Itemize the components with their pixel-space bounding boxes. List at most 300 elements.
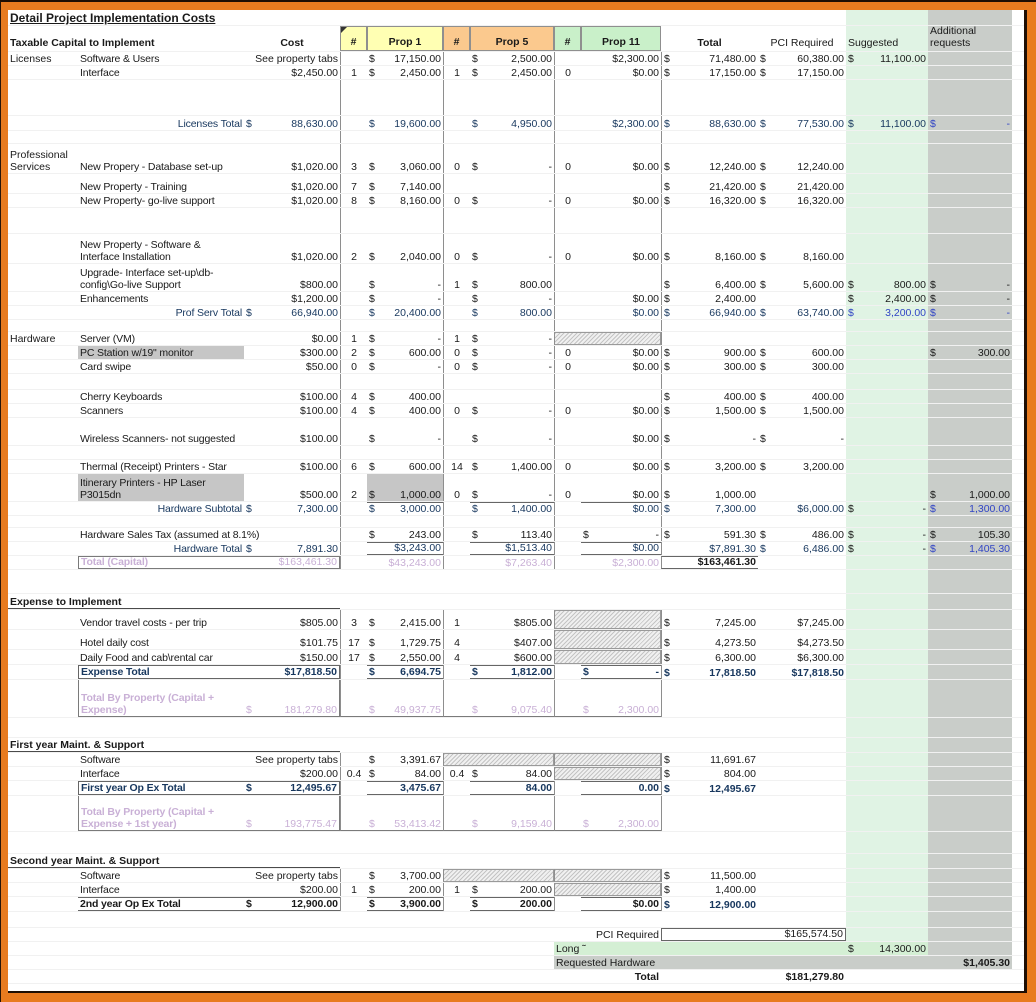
- cell[interactable]: [846, 144, 928, 173]
- cell[interactable]: [8, 374, 78, 389]
- cell[interactable]: [846, 360, 928, 373]
- cell[interactable]: $ 300.00: [760, 361, 844, 373]
- cell[interactable]: [581, 80, 661, 115]
- cell[interactable]: [661, 832, 758, 853]
- cell[interactable]: [367, 10, 443, 25]
- cell[interactable]: $165,574.50: [661, 928, 846, 941]
- cell[interactable]: $181,279.80: [785, 971, 844, 983]
- cell[interactable]: [443, 320, 470, 331]
- cell[interactable]: $0.00: [632, 461, 659, 473]
- cell[interactable]: [846, 984, 928, 993]
- cell[interactable]: [470, 832, 554, 853]
- cell[interactable]: [443, 956, 470, 969]
- cell[interactable]: [340, 869, 367, 882]
- cell[interactable]: 0: [443, 234, 470, 263]
- cell[interactable]: [8, 360, 78, 373]
- cell[interactable]: $800.00: [300, 279, 338, 291]
- cell[interactable]: [928, 984, 1012, 993]
- cell[interactable]: [244, 956, 340, 969]
- cell[interactable]: 3: [340, 144, 367, 173]
- cell[interactable]: $1,020.00: [291, 181, 338, 193]
- cell[interactable]: [846, 174, 928, 193]
- cell[interactable]: $ 11,100.00: [848, 118, 926, 130]
- cell[interactable]: 1: [340, 332, 367, 345]
- cell[interactable]: [846, 570, 928, 593]
- cell[interactable]: [928, 718, 1012, 737]
- cell[interactable]: $43,243.00: [388, 557, 441, 569]
- cell[interactable]: [340, 796, 367, 831]
- cell[interactable]: [443, 516, 470, 527]
- cell[interactable]: [367, 570, 443, 593]
- cell[interactable]: [758, 292, 846, 305]
- cell[interactable]: [554, 390, 581, 403]
- cell[interactable]: [928, 390, 1012, 403]
- cell[interactable]: [340, 970, 367, 983]
- cell[interactable]: $7,263.40: [505, 557, 552, 569]
- cell[interactable]: [340, 80, 367, 115]
- cell[interactable]: $ -: [472, 333, 552, 345]
- cell[interactable]: [443, 738, 470, 752]
- cell[interactable]: [581, 738, 661, 752]
- cell[interactable]: [661, 332, 758, 345]
- cell[interactable]: 4: [443, 630, 470, 649]
- cell[interactable]: [581, 912, 661, 927]
- cell[interactable]: [244, 446, 340, 459]
- cell[interactable]: [554, 869, 661, 882]
- cell[interactable]: [554, 528, 581, 541]
- cell[interactable]: [470, 174, 554, 193]
- cell[interactable]: 0.4: [443, 767, 470, 780]
- cell[interactable]: [244, 912, 340, 927]
- cell[interactable]: [846, 854, 928, 868]
- cell[interactable]: [340, 10, 367, 25]
- cell[interactable]: [928, 594, 1012, 609]
- cell[interactable]: [554, 174, 581, 193]
- cell[interactable]: $ 17,150.00: [661, 66, 758, 79]
- cell[interactable]: Vendor travel costs - per trip: [80, 617, 207, 629]
- cell[interactable]: $150.00: [300, 652, 338, 664]
- cell[interactable]: [443, 80, 470, 115]
- cell[interactable]: [244, 570, 340, 593]
- cell[interactable]: $ 3,900.00: [369, 898, 441, 910]
- cell[interactable]: Prop 5: [470, 26, 554, 51]
- cell[interactable]: [928, 781, 1012, 795]
- cell[interactable]: [8, 80, 78, 115]
- cell[interactable]: [367, 516, 443, 527]
- cell[interactable]: 1: [443, 883, 470, 896]
- cell[interactable]: [78, 832, 244, 853]
- cell[interactable]: 2: [340, 474, 367, 501]
- cell[interactable]: [661, 570, 758, 593]
- cell[interactable]: $ 200.00: [369, 884, 441, 896]
- cell[interactable]: 4: [340, 390, 367, 403]
- cell[interactable]: [554, 767, 661, 780]
- cell[interactable]: [443, 10, 470, 25]
- cell[interactable]: [8, 208, 78, 233]
- cell[interactable]: 0: [554, 346, 581, 359]
- cell[interactable]: $ 1,400.00: [661, 883, 758, 896]
- cell[interactable]: $ -: [472, 251, 552, 263]
- cell[interactable]: $ 21,420.00: [661, 174, 758, 193]
- cell[interactable]: Thermal (Receipt) Printers - Star: [80, 461, 227, 473]
- cell[interactable]: 0: [554, 144, 581, 173]
- cell[interactable]: $ 105.30: [930, 529, 1010, 541]
- cell[interactable]: $ 12,240.00: [661, 144, 758, 173]
- cell[interactable]: [367, 942, 443, 955]
- cell[interactable]: [340, 306, 367, 319]
- cell[interactable]: [846, 897, 928, 911]
- cell[interactable]: [928, 610, 1012, 629]
- cell[interactable]: 0: [443, 346, 470, 359]
- cell[interactable]: [443, 502, 470, 515]
- cell[interactable]: [928, 767, 1012, 780]
- cell[interactable]: [8, 928, 78, 941]
- cell[interactable]: [367, 984, 443, 993]
- cell[interactable]: [8, 390, 78, 403]
- cell[interactable]: [581, 10, 661, 25]
- cell[interactable]: $ 12,495.67: [661, 781, 758, 795]
- cell[interactable]: [758, 446, 846, 459]
- cell[interactable]: [340, 528, 367, 541]
- cell[interactable]: Daily Food and cab\rental car: [80, 652, 213, 664]
- cell[interactable]: [661, 912, 758, 927]
- cell[interactable]: $17,818.50: [244, 665, 340, 679]
- cell[interactable]: [367, 970, 443, 983]
- cell[interactable]: $4,273.50: [797, 637, 844, 649]
- cell[interactable]: $ 8,160.00: [661, 234, 758, 263]
- cell[interactable]: [928, 897, 1012, 911]
- cell[interactable]: [8, 418, 78, 445]
- cell[interactable]: [340, 912, 367, 927]
- cell[interactable]: [367, 80, 443, 115]
- cell[interactable]: $ 17,150.00: [369, 53, 441, 65]
- cell[interactable]: $ 16,320.00: [661, 194, 758, 207]
- cell[interactable]: [367, 738, 443, 752]
- cell[interactable]: [367, 594, 443, 609]
- cell[interactable]: $ 16,320.00: [760, 195, 844, 207]
- cell[interactable]: Hotel daily cost: [80, 637, 149, 649]
- cell[interactable]: [928, 796, 1012, 831]
- cell[interactable]: #: [443, 26, 470, 51]
- cell[interactable]: [367, 446, 443, 459]
- cell[interactable]: 0: [443, 360, 470, 373]
- cell[interactable]: [581, 594, 661, 609]
- cell[interactable]: $500.00: [300, 489, 338, 501]
- cell[interactable]: [8, 781, 78, 795]
- cell[interactable]: Hardware Sales Tax (assumed at 8.1%): [80, 529, 260, 541]
- cell[interactable]: [443, 208, 470, 233]
- cell[interactable]: 0.00: [581, 781, 661, 795]
- cell[interactable]: [846, 912, 928, 927]
- cell[interactable]: $ 71,480.00: [661, 52, 758, 65]
- cell[interactable]: New Property- go-live support: [80, 195, 215, 207]
- cell[interactable]: $ 84.00: [369, 768, 441, 780]
- cell[interactable]: [758, 570, 846, 593]
- cell[interactable]: [8, 767, 78, 780]
- cell[interactable]: [443, 984, 470, 993]
- cell[interactable]: [443, 832, 470, 853]
- cell[interactable]: $ 7,300.00: [246, 503, 338, 515]
- cell[interactable]: $ 3,200.00: [661, 460, 758, 473]
- cell[interactable]: 4: [340, 404, 367, 417]
- cell[interactable]: $ 6,486.00: [760, 543, 844, 555]
- cell[interactable]: PCI Required: [770, 37, 834, 49]
- cell[interactable]: [8, 446, 78, 459]
- cell[interactable]: [554, 832, 581, 853]
- cell[interactable]: [581, 516, 661, 527]
- cell[interactable]: [928, 556, 1012, 569]
- cell[interactable]: [554, 542, 581, 555]
- cell[interactable]: [443, 970, 470, 983]
- cell[interactable]: [846, 10, 928, 25]
- cell[interactable]: $ 4,273.50: [661, 630, 758, 649]
- cell[interactable]: $ -: [583, 666, 659, 678]
- cell[interactable]: $ 2,450.00: [369, 67, 441, 79]
- cell[interactable]: [367, 854, 443, 868]
- cell[interactable]: [846, 404, 928, 417]
- cell[interactable]: $ 3,000.00: [369, 503, 441, 515]
- cell[interactable]: [443, 446, 470, 459]
- cell[interactable]: [8, 630, 78, 649]
- cell[interactable]: [758, 131, 846, 143]
- cell[interactable]: [443, 131, 470, 143]
- cell[interactable]: [928, 832, 1012, 853]
- cell[interactable]: [78, 928, 244, 941]
- cell[interactable]: [78, 570, 244, 593]
- cell[interactable]: [846, 781, 928, 795]
- cell[interactable]: [340, 292, 367, 305]
- cell[interactable]: [846, 928, 928, 941]
- cell[interactable]: Total (Capital): [78, 556, 244, 569]
- cell[interactable]: [758, 680, 846, 717]
- cell[interactable]: [470, 131, 554, 143]
- cell[interactable]: [846, 66, 928, 79]
- cell[interactable]: $ 7,245.00: [661, 610, 758, 629]
- cell[interactable]: [8, 570, 78, 593]
- cell[interactable]: $ -: [369, 361, 441, 373]
- cell[interactable]: [443, 374, 470, 389]
- cell[interactable]: Prop 11: [581, 26, 661, 51]
- cell[interactable]: 0: [554, 404, 581, 417]
- cell[interactable]: 0: [443, 404, 470, 417]
- cell[interactable]: $ 1,812.00: [472, 666, 552, 678]
- cell[interactable]: $0.00: [632, 307, 659, 319]
- cell[interactable]: [846, 320, 928, 331]
- cell[interactable]: $ 66,940.00: [246, 307, 338, 319]
- cell[interactable]: [928, 446, 1012, 459]
- cell[interactable]: [846, 131, 928, 143]
- cell[interactable]: $ 200.00: [472, 898, 552, 910]
- cell[interactable]: [758, 556, 846, 569]
- cell[interactable]: $3,243.00: [367, 542, 443, 555]
- cell[interactable]: Total By Property (Capital + Expense): [78, 680, 244, 717]
- cell[interactable]: [758, 912, 846, 927]
- cell[interactable]: $ 6,300.00: [661, 650, 758, 664]
- cell[interactable]: Second year Maint. & Support: [8, 854, 340, 868]
- cell[interactable]: [470, 594, 554, 609]
- cell[interactable]: [470, 80, 554, 115]
- cell[interactable]: [661, 984, 758, 993]
- cell[interactable]: [78, 942, 244, 955]
- cell[interactable]: [758, 332, 846, 345]
- cell[interactable]: First year Maint. & Support: [8, 738, 340, 752]
- cell[interactable]: [443, 942, 470, 955]
- cell[interactable]: $0.00: [632, 347, 659, 359]
- cell[interactable]: [581, 264, 661, 291]
- cell[interactable]: Cost: [280, 37, 304, 49]
- cell[interactable]: [443, 680, 470, 717]
- cell[interactable]: $200.00: [300, 768, 338, 780]
- cell[interactable]: $2,450.00: [291, 67, 338, 79]
- cell[interactable]: [443, 292, 470, 305]
- cell[interactable]: [470, 374, 554, 389]
- cell[interactable]: [78, 970, 244, 983]
- cell[interactable]: $ 5,600.00: [760, 279, 844, 291]
- cell[interactable]: [846, 650, 928, 664]
- cell[interactable]: $ 49,937.75: [367, 680, 443, 717]
- cell[interactable]: $ 1,000.00: [367, 474, 443, 501]
- cell[interactable]: [340, 738, 367, 752]
- cell[interactable]: $ 60,380.00: [760, 53, 844, 65]
- cell[interactable]: $ 300.00: [930, 347, 1010, 359]
- cell[interactable]: [581, 854, 661, 868]
- cell[interactable]: [8, 970, 78, 983]
- cell[interactable]: 0: [554, 234, 581, 263]
- cell[interactable]: $0.00: [632, 161, 659, 173]
- cell[interactable]: [8, 528, 78, 541]
- cell[interactable]: Interface: [80, 768, 120, 780]
- cell[interactable]: $ 9,159.40: [470, 796, 554, 831]
- cell[interactable]: [470, 446, 554, 459]
- cell[interactable]: 0.4: [340, 767, 367, 780]
- cell[interactable]: [8, 502, 78, 515]
- cell[interactable]: $ 2,450.00: [472, 67, 552, 79]
- cell[interactable]: [367, 912, 443, 927]
- cell[interactable]: $50.00: [305, 361, 338, 373]
- cell[interactable]: [928, 52, 1012, 65]
- cell[interactable]: [8, 912, 78, 927]
- cell[interactable]: [443, 116, 470, 130]
- cell[interactable]: PCI Required: [595, 929, 659, 941]
- cell[interactable]: 0: [554, 360, 581, 373]
- cell[interactable]: [846, 630, 928, 649]
- cell[interactable]: $ 12,495.67: [244, 781, 340, 795]
- cell[interactable]: $0.00: [632, 67, 659, 79]
- cell[interactable]: [554, 570, 581, 593]
- cell[interactable]: [340, 594, 367, 609]
- cell[interactable]: [928, 942, 1012, 955]
- cell[interactable]: [470, 570, 554, 593]
- cell[interactable]: $ 8,160.00: [369, 195, 441, 207]
- cell[interactable]: [8, 680, 78, 717]
- cell[interactable]: $ 243.00: [369, 529, 441, 541]
- cell[interactable]: $ 1,000.00: [661, 474, 758, 501]
- cell[interactable]: [340, 781, 367, 795]
- cell[interactable]: $ -: [848, 543, 926, 555]
- cell[interactable]: [8, 474, 78, 501]
- cell[interactable]: New Property - Training: [80, 181, 187, 193]
- cell[interactable]: [554, 912, 581, 927]
- cell[interactable]: $ -: [472, 433, 552, 445]
- cell[interactable]: [8, 832, 78, 853]
- cell[interactable]: [367, 374, 443, 389]
- cell[interactable]: [758, 767, 846, 780]
- cell[interactable]: [661, 738, 758, 752]
- cell[interactable]: [340, 928, 367, 941]
- cell[interactable]: [367, 208, 443, 233]
- cell[interactable]: Taxable Capital to Implement: [10, 37, 155, 49]
- cell[interactable]: [340, 116, 367, 130]
- cell[interactable]: [8, 306, 78, 319]
- cell[interactable]: First year Op Ex Total: [78, 781, 244, 795]
- cell[interactable]: 0: [554, 474, 581, 501]
- cell[interactable]: [554, 80, 581, 115]
- cell[interactable]: $ 77,530.00: [760, 118, 844, 130]
- cell[interactable]: [340, 556, 367, 569]
- cell[interactable]: $ 400.00: [369, 391, 441, 403]
- cell[interactable]: [78, 208, 244, 233]
- cell[interactable]: $ 3,060.00: [369, 161, 441, 173]
- cell[interactable]: [340, 446, 367, 459]
- cell[interactable]: [581, 984, 661, 993]
- cell[interactable]: [470, 718, 554, 737]
- cell[interactable]: [443, 594, 470, 609]
- cell[interactable]: $ 6,400.00: [661, 264, 758, 291]
- cell[interactable]: [928, 320, 1012, 331]
- cell[interactable]: $805.00: [300, 617, 338, 629]
- cell[interactable]: [244, 374, 340, 389]
- cell[interactable]: [443, 542, 470, 555]
- cell[interactable]: [244, 320, 340, 331]
- cell[interactable]: [8, 956, 78, 969]
- cell[interactable]: $0.00: [632, 433, 659, 445]
- cell[interactable]: $ -: [369, 279, 441, 291]
- cell[interactable]: $ 12,900.00: [661, 897, 758, 911]
- cell[interactable]: [8, 516, 78, 527]
- cell[interactable]: [340, 665, 367, 679]
- cell[interactable]: [8, 320, 78, 331]
- cell[interactable]: [661, 374, 758, 389]
- cell[interactable]: [928, 208, 1012, 233]
- cell[interactable]: [661, 942, 758, 955]
- cell[interactable]: [846, 374, 928, 389]
- cell[interactable]: $ 20,400.00: [369, 307, 441, 319]
- cell[interactable]: [928, 738, 1012, 752]
- cell[interactable]: 1: [443, 264, 470, 291]
- cell[interactable]: $ -: [472, 489, 552, 501]
- cell[interactable]: [846, 767, 928, 780]
- cell[interactable]: $ 2,415.00: [369, 617, 441, 629]
- cell[interactable]: $0.00: [581, 897, 661, 911]
- cell[interactable]: [758, 474, 846, 501]
- cell[interactable]: [8, 556, 78, 569]
- cell[interactable]: [758, 374, 846, 389]
- cell[interactable]: $ 600.00: [369, 461, 441, 473]
- cell[interactable]: [928, 680, 1012, 717]
- cell[interactable]: Long ˜: [554, 942, 661, 955]
- cell[interactable]: 6: [340, 460, 367, 473]
- cell[interactable]: $ 88,630.00: [661, 116, 758, 130]
- cell[interactable]: [846, 460, 928, 473]
- cell[interactable]: [470, 912, 554, 927]
- cell[interactable]: Licenses Total: [177, 118, 242, 130]
- cell[interactable]: $7,891.30: [661, 542, 758, 555]
- cell[interactable]: $ 12,240.00: [760, 161, 844, 173]
- cell[interactable]: $ 4,950.00: [472, 118, 552, 130]
- cell[interactable]: [340, 131, 367, 143]
- cell[interactable]: [340, 570, 367, 593]
- cell[interactable]: [244, 516, 340, 527]
